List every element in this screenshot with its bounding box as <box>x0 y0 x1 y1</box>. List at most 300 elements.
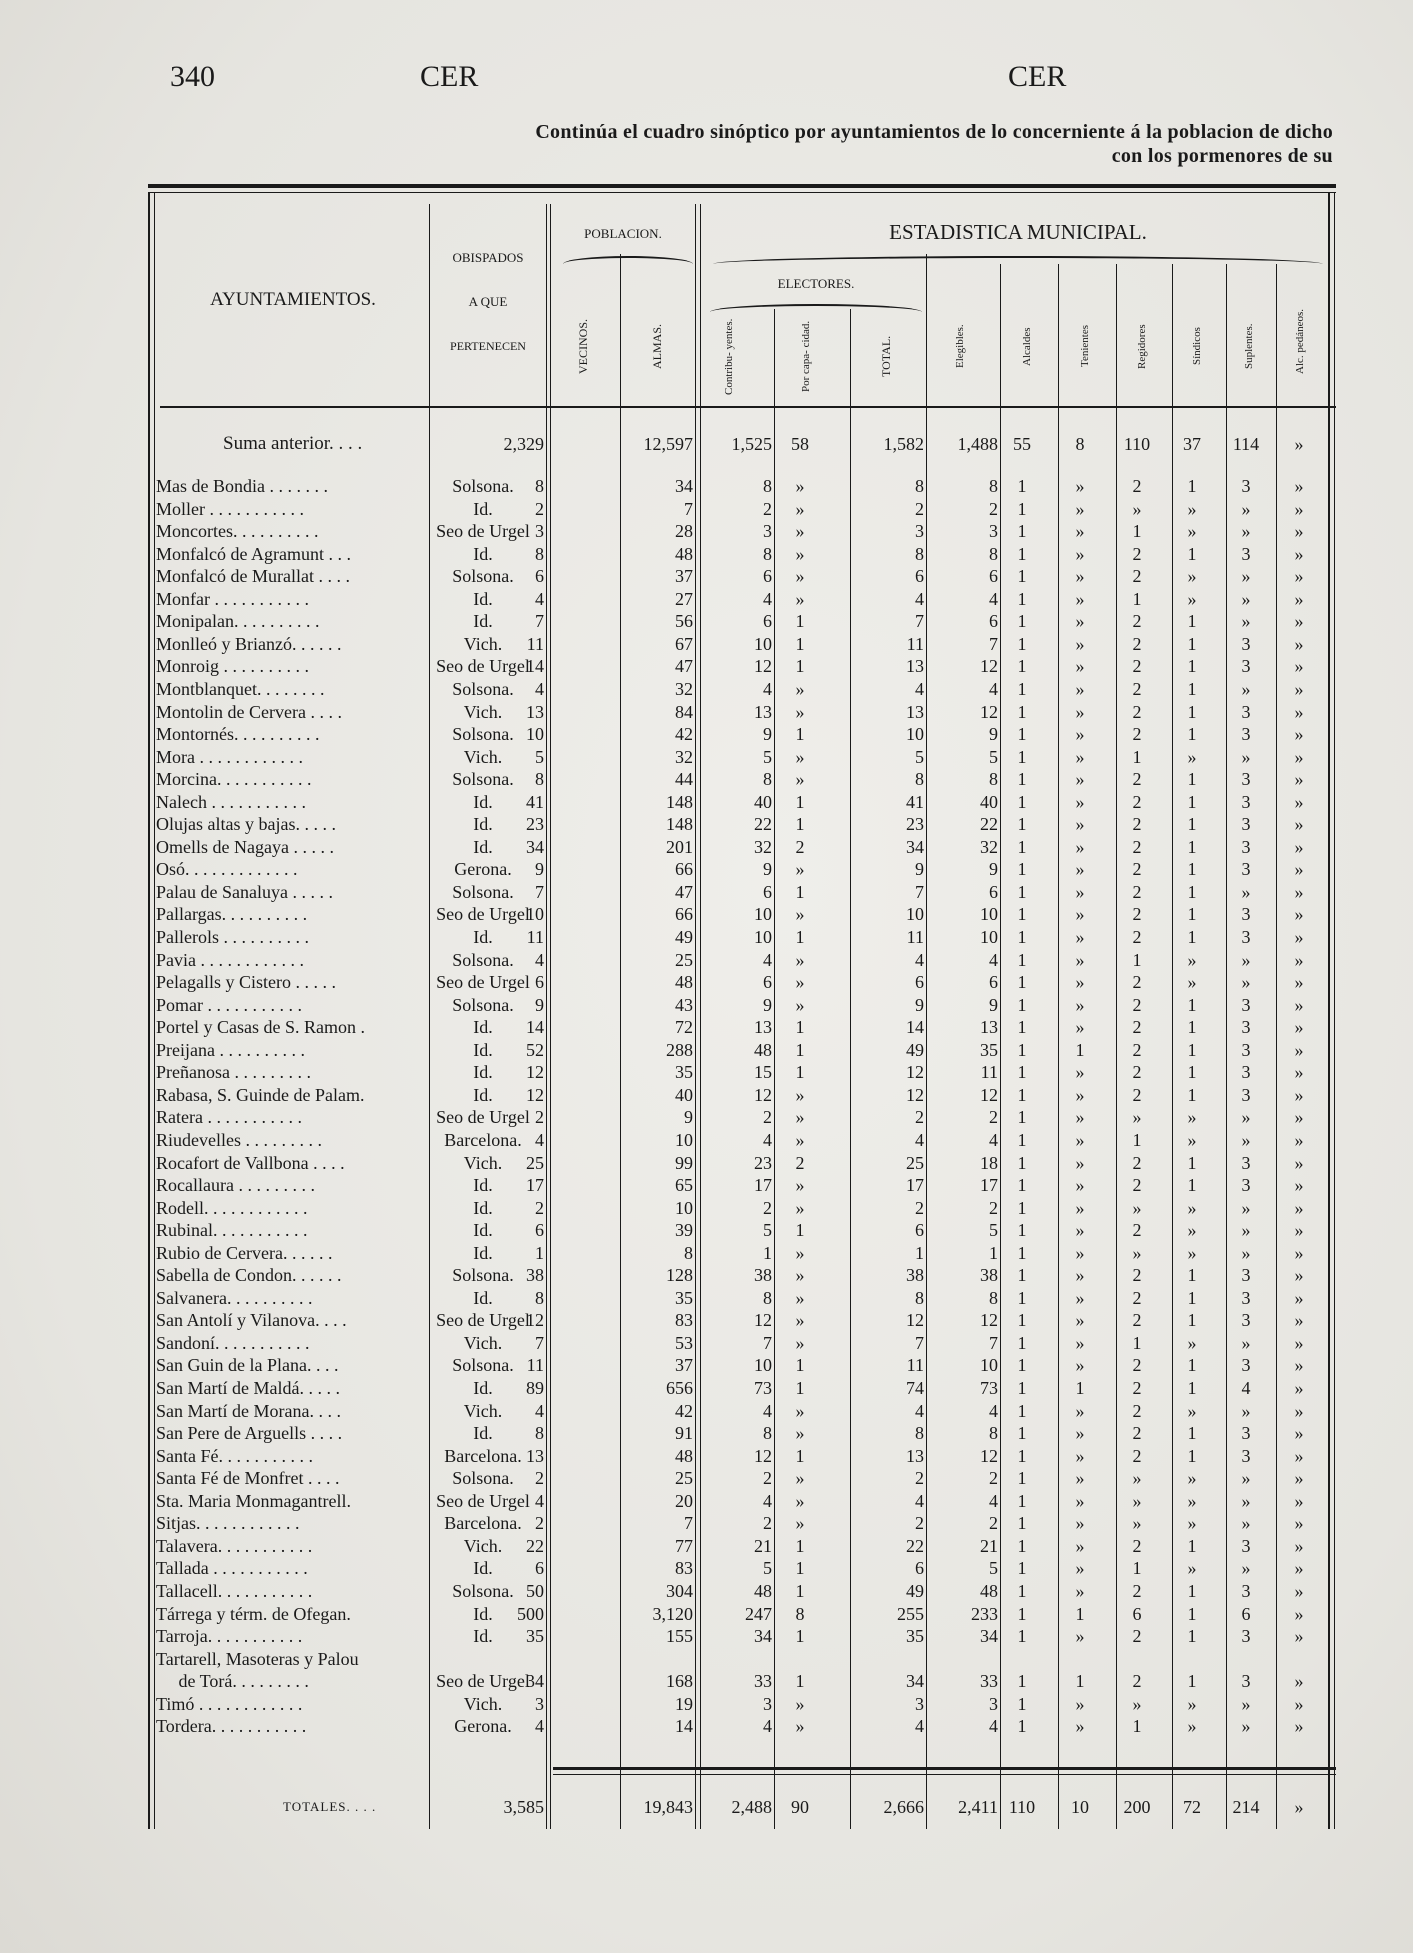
cell-alcaldes: 1 <box>1017 949 1027 970</box>
cell-alcaldes: 1 <box>1017 543 1027 564</box>
cell-tenientes: » <box>1075 904 1085 925</box>
municipality-name: San Antolí y Vilanova. . . . <box>156 1310 347 1331</box>
municipality-name: Monfar . . . . . . . . . . . <box>156 588 309 609</box>
heading-regidores: Regidores <box>1136 324 1148 369</box>
cell-almas: 49 <box>675 927 693 947</box>
cell-vecinos: 23 <box>526 814 544 835</box>
cell-alc-pedaneos: » <box>1294 1671 1304 1692</box>
cell-vecinos: 12 <box>526 1084 544 1105</box>
cell-sindicos: » <box>1187 949 1197 970</box>
diocese: Seo de Urgel <box>436 1671 530 1692</box>
cell-suplentes: 3 <box>1241 1535 1251 1556</box>
cell-alcaldes: 1 <box>1017 1197 1027 1218</box>
cell-total: 8 <box>915 1287 924 1308</box>
cell-alcaldes: 1 <box>1017 1287 1027 1308</box>
cell-tenientes: » <box>1075 1017 1085 1038</box>
cell-elegibles: 6 <box>989 566 998 587</box>
cell-elegibles: 2,411 <box>958 1797 998 1817</box>
cell-total: 10 <box>906 904 924 925</box>
cell-tenientes: » <box>1075 949 1085 970</box>
cell-capacidad: 1 <box>795 633 805 654</box>
cell-alcaldes: 1 <box>1017 566 1027 587</box>
municipality-name: Pallargas. . . . . . . . . . <box>156 904 308 925</box>
cell-alcaldes: 1 <box>1017 1671 1027 1692</box>
cell-tenientes: » <box>1075 1332 1085 1353</box>
cell-elegibles: 12 <box>980 1084 998 1105</box>
cell-total: 2 <box>915 1107 924 1128</box>
table-row <box>148 1219 1336 1241</box>
cell-regidores: 1 <box>1132 521 1142 542</box>
cell-total: 6 <box>915 1220 924 1241</box>
municipality-name: Moncortes. . . . . . . . . . <box>156 521 319 542</box>
cell-tenientes: » <box>1075 1716 1085 1737</box>
cell-alc-pedaneos: » <box>1294 859 1304 880</box>
cell-elegibles: 17 <box>980 1175 998 1196</box>
cell-tenientes: » <box>1075 1626 1085 1647</box>
cell-sindicos: 1 <box>1187 881 1197 902</box>
municipality-name: Rabasa, S. Guinde de Palam. <box>156 1084 365 1105</box>
cell-regidores: 2 <box>1132 1355 1142 1376</box>
table-row <box>148 768 1336 790</box>
table-row <box>148 1625 1336 1647</box>
cell-tenientes: » <box>1075 1445 1085 1466</box>
cell-almas: 83 <box>675 1310 693 1331</box>
cell-alcaldes: 1 <box>1017 1355 1027 1376</box>
cell-tenientes: » <box>1075 1220 1085 1241</box>
cell-suplentes: 3 <box>1241 1265 1251 1286</box>
cell-tenientes: » <box>1075 1197 1085 1218</box>
cell-almas: 656 <box>666 1378 693 1398</box>
cell-alcaldes: 1 <box>1017 1445 1027 1466</box>
cell-alcaldes: 1 <box>1017 1693 1027 1714</box>
cell-capacidad: 1 <box>795 611 805 632</box>
cell-vecinos: 2,329 <box>503 434 544 454</box>
cell-almas: 10 <box>675 1129 693 1150</box>
cell-almas: 67 <box>675 633 693 654</box>
diocese: Id. <box>473 1062 493 1083</box>
heading-elegibles: Elegibles. <box>954 324 966 369</box>
cell-sindicos: 1 <box>1187 633 1197 654</box>
table-row <box>148 1016 1336 1038</box>
cell-vecinos: 4 <box>535 588 544 609</box>
cell-alcaldes: 1 <box>1017 1242 1027 1263</box>
cell-sindicos: » <box>1187 1468 1197 1489</box>
cell-vecinos: 1 <box>535 1242 544 1263</box>
cell-sindicos: 72 <box>1183 1797 1201 1817</box>
cell-sindicos: » <box>1187 1558 1197 1579</box>
cell-elegibles: 11 <box>980 1062 998 1083</box>
cell-elegibles: 8 <box>989 769 998 790</box>
cell-alcaldes: 1 <box>1017 656 1027 677</box>
cell-suplentes: 3 <box>1241 1039 1251 1060</box>
cell-alcaldes: 1 <box>1017 1468 1027 1489</box>
diocese: Solsona. <box>452 1580 514 1601</box>
cell-capacidad: » <box>795 1129 805 1150</box>
cell-regidores: 2 <box>1132 881 1142 902</box>
cell-alcaldes: 1 <box>1017 791 1027 812</box>
cell-sindicos: 1 <box>1187 1039 1197 1060</box>
diocese: Id. <box>473 1039 493 1060</box>
cell-suplentes: » <box>1241 566 1251 587</box>
cell-contribuyentes: 6 <box>763 611 772 632</box>
diocese: Seo de Urgel <box>436 904 530 925</box>
cell-total: 9 <box>915 859 924 880</box>
cell-tenientes: » <box>1075 927 1085 947</box>
table-row <box>148 926 1336 948</box>
cell-alc-pedaneos: » <box>1294 904 1304 925</box>
cell-almas: 66 <box>675 904 693 925</box>
municipality-name: Omells de Nagaya . . . . . <box>156 836 334 857</box>
cell-suplentes: 3 <box>1241 1355 1251 1376</box>
cell-almas: 28 <box>675 521 693 542</box>
cell-regidores: 110 <box>1123 434 1151 454</box>
cell-elegibles: 48 <box>980 1580 998 1601</box>
municipality-name: San Guin de la Plana. . . . <box>156 1355 339 1376</box>
cell-total: 23 <box>906 814 924 835</box>
cell-tenientes: » <box>1075 791 1085 812</box>
cell-tenientes: » <box>1075 881 1085 902</box>
totals-rule <box>553 1767 1336 1770</box>
cell-contribuyentes: 8 <box>763 476 772 496</box>
cell-capacidad: 1 <box>795 1558 805 1579</box>
cell-alcaldes: 1 <box>1017 1310 1027 1331</box>
heading-contribuyentes: Contribu- yentes. <box>723 318 735 395</box>
cell-almas: 27 <box>675 588 693 609</box>
cell-tenientes: » <box>1075 678 1085 699</box>
cell-elegibles: 9 <box>989 859 998 880</box>
cell-alcaldes: 1 <box>1017 881 1027 902</box>
cell-alc-pedaneos: » <box>1294 678 1304 699</box>
cell-alcaldes: 1 <box>1017 1062 1027 1083</box>
cell-contribuyentes: 4 <box>763 949 772 970</box>
cell-alcaldes: 1 <box>1017 588 1027 609</box>
cell-alcaldes: 1 <box>1017 927 1027 947</box>
table-row <box>148 520 1336 542</box>
cell-elegibles: 35 <box>980 1039 998 1060</box>
cell-tenientes: 1 <box>1075 1603 1085 1624</box>
cell-suplentes: » <box>1241 949 1251 970</box>
cell-alc-pedaneos: » <box>1294 1017 1304 1038</box>
cell-elegibles: 22 <box>980 814 998 835</box>
table-row <box>148 701 1336 723</box>
cell-total: 255 <box>897 1603 924 1624</box>
diocese: Seo de Urgel <box>436 1490 530 1511</box>
cell-tenientes: » <box>1075 836 1085 857</box>
cell-alc-pedaneos: » <box>1294 814 1304 835</box>
cell-sindicos: » <box>1187 588 1197 609</box>
cell-tenientes: » <box>1075 746 1085 767</box>
table-row <box>148 1400 1336 1422</box>
cell-contribuyentes: 1 <box>763 1242 772 1263</box>
cell-suplentes: 3 <box>1241 769 1251 790</box>
cell-almas: 56 <box>675 611 693 632</box>
cell-almas: 48 <box>675 1445 693 1466</box>
cell-vecinos: 10 <box>526 724 544 745</box>
cell-regidores: 2 <box>1132 1039 1142 1060</box>
cell-elegibles: 4 <box>989 678 998 699</box>
cell-capacidad: 1 <box>795 1017 805 1038</box>
cell-sindicos: 1 <box>1187 1265 1197 1286</box>
cell-alcaldes: 1 <box>1017 1152 1027 1173</box>
cell-suplentes: 3 <box>1241 1423 1251 1444</box>
diocese: Solsona. <box>452 566 514 587</box>
cell-contribuyentes: 4 <box>763 1129 772 1150</box>
cell-almas: 7 <box>684 1513 693 1534</box>
cell-sindicos: 1 <box>1187 1355 1197 1376</box>
cell-vecinos: 8 <box>535 1287 544 1308</box>
municipality-name: Ratera . . . . . . . . . . . <box>156 1107 302 1128</box>
cell-capacidad: 1 <box>795 1355 805 1376</box>
cell-regidores: » <box>1132 1107 1142 1128</box>
heading-alc-pedaneos: Alc. pedáneos. <box>1294 308 1306 375</box>
cell-almas: 42 <box>675 1400 693 1421</box>
cell-sindicos: 1 <box>1187 1626 1197 1647</box>
cell-capacidad: » <box>795 1693 805 1714</box>
cell-suplentes: 3 <box>1241 1626 1251 1647</box>
table-row <box>148 881 1336 903</box>
cell-alc-pedaneos: » <box>1294 1626 1304 1647</box>
cell-capacidad: 1 <box>795 791 805 812</box>
cell-almas: 48 <box>675 972 693 993</box>
table-row <box>148 903 1336 925</box>
municipality-name: Sandoní. . . . . . . . . . . <box>156 1332 310 1353</box>
cell-elegibles: 32 <box>980 836 998 857</box>
cell-total: 4 <box>915 949 924 970</box>
cell-alc-pedaneos: » <box>1294 1400 1304 1421</box>
municipality-name: Montblanquet. . . . . . . . <box>156 678 325 699</box>
municipality-name: Osó. . . . . . . . . . . . . <box>156 859 298 880</box>
municipality-name: Monfalcó de Agramunt . . . <box>156 543 351 564</box>
cell-almas: 304 <box>666 1580 693 1601</box>
cell-almas: 288 <box>666 1039 693 1060</box>
cell-capacidad: » <box>795 1197 805 1218</box>
cell-regidores: 2 <box>1132 972 1142 993</box>
cell-suplentes: » <box>1241 611 1251 632</box>
cell-regidores: 2 <box>1132 1445 1142 1466</box>
cell-alc-pedaneos: » <box>1294 1039 1304 1060</box>
cell-vecinos: 14 <box>526 656 544 677</box>
cell-sindicos: » <box>1187 1400 1197 1421</box>
cell-elegibles: 38 <box>980 1265 998 1286</box>
cell-capacidad: 1 <box>795 656 805 677</box>
table-row <box>148 1490 1336 1512</box>
cell-regidores: 2 <box>1132 1671 1142 1692</box>
cell-alcaldes: 1 <box>1017 476 1027 496</box>
municipality-name: Pelagalls y Cistero . . . . . <box>156 972 336 993</box>
cell-tenientes: » <box>1075 1535 1085 1556</box>
municipality-name: Sta. Maria Monmagantrell. <box>156 1490 351 1511</box>
cell-capacidad: » <box>795 1400 805 1421</box>
cell-contribuyentes: 22 <box>754 814 772 835</box>
heading-electores: ELECTORES. <box>777 276 855 291</box>
cell-suplentes: 3 <box>1241 656 1251 677</box>
cell-total: 35 <box>906 1626 924 1647</box>
cell-capacidad: » <box>795 904 805 925</box>
cell-alc-pedaneos: » <box>1294 1693 1304 1714</box>
municipality-name: Olujas altas y bajas. . . . . <box>156 814 336 835</box>
cell-vecinos: 4 <box>535 1400 544 1421</box>
cell-alc-pedaneos: » <box>1294 1197 1304 1218</box>
cell-sindicos: 1 <box>1187 701 1197 722</box>
diocese: Id. <box>473 1378 493 1398</box>
cell-elegibles: 233 <box>971 1603 998 1624</box>
cell-contribuyentes: 5 <box>763 1558 772 1579</box>
municipality-name: Sabella de Condon. . . . . . <box>156 1265 342 1286</box>
cell-regidores: 2 <box>1132 724 1142 745</box>
cell-vecinos: 50 <box>526 1580 544 1601</box>
cell-contribuyentes: 2 <box>763 1468 772 1489</box>
table-row <box>148 1422 1336 1444</box>
cell-contribuyentes: 17 <box>754 1175 772 1196</box>
cell-contribuyentes: 15 <box>754 1062 772 1083</box>
cell-vecinos: 2 <box>535 1468 544 1489</box>
cell-contribuyentes: 247 <box>745 1603 772 1624</box>
cell-capacidad: » <box>795 1332 805 1353</box>
cell-elegibles: 33 <box>980 1671 998 1692</box>
cell-regidores: » <box>1132 1197 1142 1218</box>
cell-elegibles: 10 <box>980 1355 998 1376</box>
cell-elegibles: 18 <box>980 1152 998 1173</box>
table-row <box>148 1715 1336 1737</box>
diocese: Id. <box>473 588 493 609</box>
municipality-name: Portel y Casas de S. Ramon . <box>156 1017 365 1038</box>
cell-total: 74 <box>906 1378 924 1398</box>
diocese: Solsona. <box>452 769 514 790</box>
cell-total: 38 <box>906 1265 924 1286</box>
cell-alcaldes: 1 <box>1017 1084 1027 1105</box>
cell-vecinos: 52 <box>526 1039 544 1060</box>
diocese: Gerona. <box>454 1716 512 1737</box>
municipality-name: Santa Fé de Monfret . . . . <box>156 1468 340 1489</box>
cell-vecinos: 34 <box>526 836 544 857</box>
municipality-name: de Torá. . . . . . . . . <box>156 1671 309 1692</box>
cell-almas: 99 <box>675 1152 693 1173</box>
table-row <box>148 1512 1336 1534</box>
cell-alcaldes: 1 <box>1017 814 1027 835</box>
cell-sindicos: » <box>1187 746 1197 767</box>
cell-alcaldes: 1 <box>1017 1626 1027 1647</box>
municipality-name: San Martí de Morana. . . . <box>156 1400 341 1421</box>
table-row <box>148 1377 1336 1399</box>
cell-elegibles: 12 <box>980 1445 998 1466</box>
cell-alc-pedaneos: » <box>1294 434 1304 454</box>
cell-suplentes: 3 <box>1241 927 1251 947</box>
cell-almas: 14 <box>675 1716 693 1737</box>
cell-alcaldes: 1 <box>1017 1490 1027 1511</box>
cell-regidores: 1 <box>1132 1332 1142 1353</box>
diocese: Id. <box>473 1197 493 1218</box>
cell-alc-pedaneos: » <box>1294 994 1304 1015</box>
municipality-name: Mas de Bondia . . . . . . . <box>156 476 328 496</box>
cell-capacidad: » <box>795 521 805 542</box>
cell-tenientes: » <box>1075 769 1085 790</box>
cell-total: 4 <box>915 678 924 699</box>
cell-total: 3 <box>915 521 924 542</box>
cell-regidores: » <box>1132 1693 1142 1714</box>
cell-tenientes: » <box>1075 1175 1085 1196</box>
cell-vecinos: 17 <box>526 1175 544 1196</box>
cell-vecinos: 34 <box>526 1671 544 1692</box>
cell-contribuyentes: 8 <box>763 1287 772 1308</box>
municipality-name: Pomar . . . . . . . . . . . <box>156 994 302 1015</box>
cell-total: 1,582 <box>883 434 924 454</box>
header-rule <box>160 406 1336 408</box>
cell-capacidad: » <box>795 543 805 564</box>
cell-total: 7 <box>915 611 924 632</box>
diocese: Solsona. <box>452 1468 514 1489</box>
cell-vecinos: 7 <box>535 881 544 902</box>
cell-elegibles: 6 <box>989 611 998 632</box>
cell-sindicos: » <box>1187 972 1197 993</box>
cell-capacidad: » <box>795 1310 805 1331</box>
cell-alcaldes: 1 <box>1017 1558 1027 1579</box>
cell-sindicos: 1 <box>1187 769 1197 790</box>
cell-alc-pedaneos: » <box>1294 791 1304 812</box>
cell-total: 4 <box>915 588 924 609</box>
cell-alc-pedaneos: » <box>1294 633 1304 654</box>
row-suma-anterior <box>148 433 1336 455</box>
cell-capacidad: » <box>795 859 805 880</box>
cell-suplentes: » <box>1241 881 1251 902</box>
table-row <box>148 1670 1336 1692</box>
cell-sindicos: » <box>1187 1129 1197 1150</box>
cell-suplentes: 3 <box>1241 633 1251 654</box>
cell-regidores: 1 <box>1132 1558 1142 1579</box>
cell-vecinos: 2 <box>535 1107 544 1128</box>
cell-vecinos: 12 <box>526 1062 544 1083</box>
cell-elegibles: 10 <box>980 927 998 947</box>
table-row <box>148 858 1336 880</box>
cell-sindicos: » <box>1187 566 1197 587</box>
cell-alcaldes: 1 <box>1017 1535 1027 1556</box>
cell-alcaldes: 1 <box>1017 1220 1027 1241</box>
municipality-name: Tartarell, Masoteras y Palou <box>156 1648 359 1669</box>
cell-alc-pedaneos: » <box>1294 1445 1304 1466</box>
cell-total: 22 <box>906 1535 924 1556</box>
cell-suplentes: » <box>1241 1400 1251 1421</box>
cell-alcaldes: 1 <box>1017 1513 1027 1534</box>
cell-alc-pedaneos: » <box>1294 498 1304 519</box>
cell-contribuyentes: 2 <box>763 498 772 519</box>
cell-sindicos: 1 <box>1187 1445 1197 1466</box>
cell-alc-pedaneos: » <box>1294 1129 1304 1150</box>
cell-vecinos: 8 <box>535 769 544 790</box>
diocese: Id. <box>473 1626 493 1647</box>
cell-contribuyentes: 1,525 <box>731 434 772 454</box>
cell-alcaldes: 1 <box>1017 904 1027 925</box>
table-row <box>148 1693 1336 1715</box>
table-row <box>148 791 1336 813</box>
cell-almas: 40 <box>675 1084 693 1105</box>
cell-capacidad: » <box>795 1242 805 1263</box>
table-row <box>148 1039 1336 1061</box>
cell-almas: 83 <box>675 1558 693 1579</box>
cell-contribuyentes: 48 <box>754 1039 772 1060</box>
cell-elegibles: 2 <box>989 1107 998 1128</box>
diocese: Vich. <box>463 633 503 654</box>
cell-suplentes: 3 <box>1241 1017 1251 1038</box>
diocese: Id. <box>473 1558 493 1579</box>
cell-sindicos: 37 <box>1183 434 1201 454</box>
cell-capacidad: » <box>795 701 805 722</box>
cell-total: 2 <box>915 498 924 519</box>
cell-total: 25 <box>906 1152 924 1173</box>
cell-contribuyentes: 10 <box>754 927 772 947</box>
cell-almas: 168 <box>666 1671 693 1692</box>
cell-elegibles: 1,488 <box>957 434 998 454</box>
cell-almas: 37 <box>675 1355 693 1376</box>
cell-capacidad: 8 <box>795 1603 805 1624</box>
